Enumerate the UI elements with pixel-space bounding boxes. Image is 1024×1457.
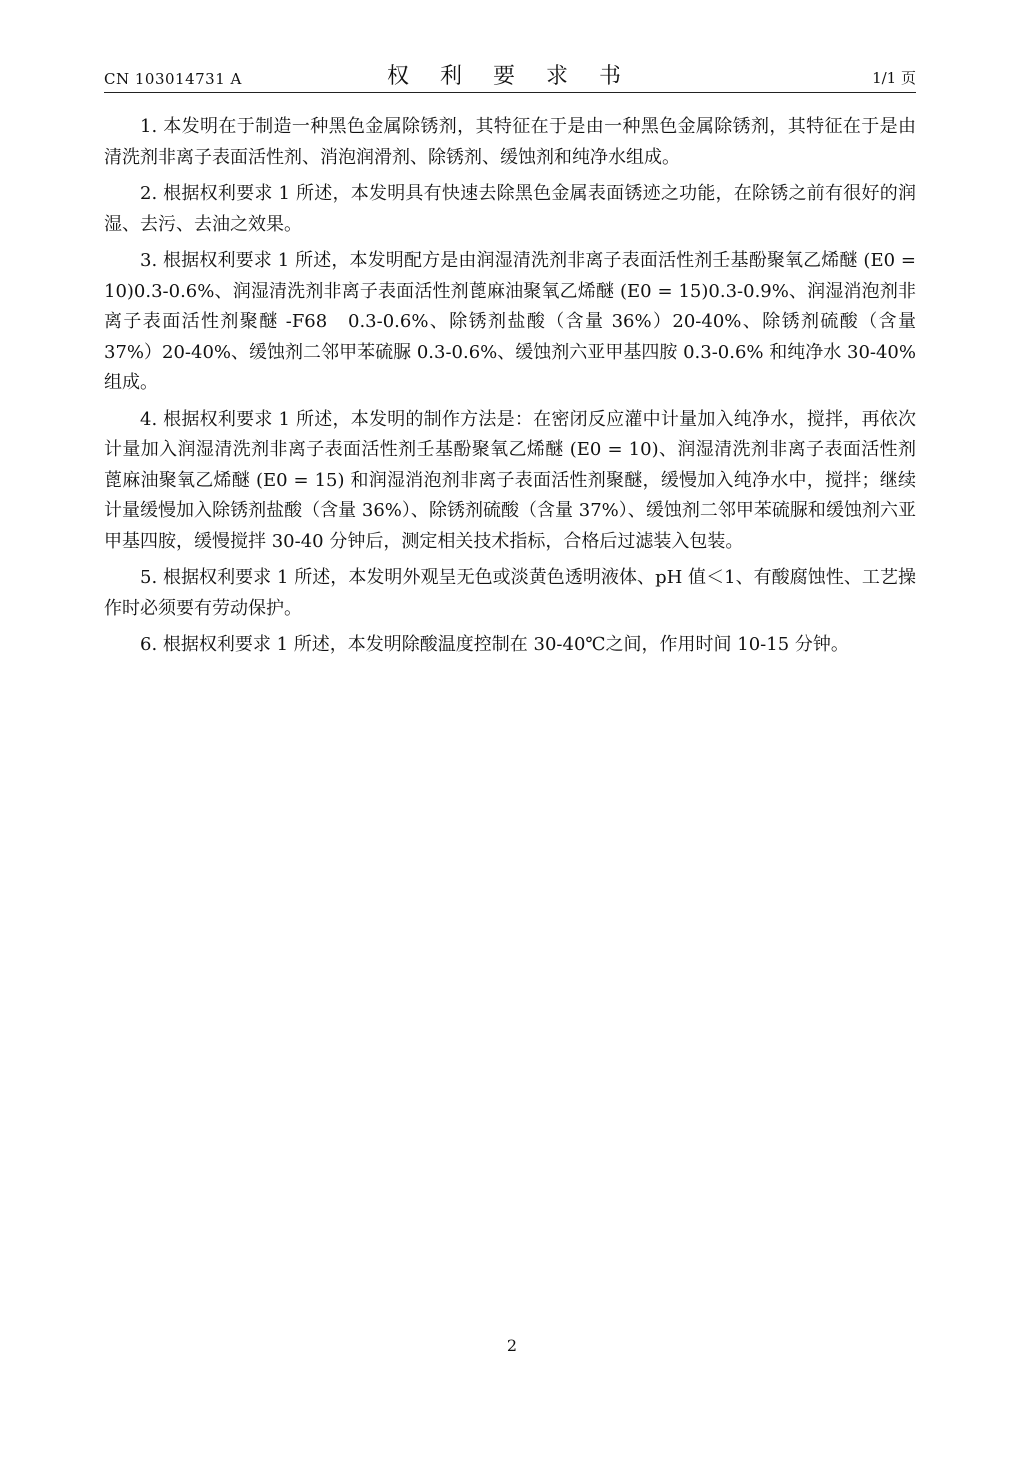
- page-header: [104, 58, 916, 92]
- claims-body: [104, 112, 916, 667]
- header-divider: [104, 92, 916, 93]
- claim-3: 3. 根据权利要求 1 所述，本发明配方是由润湿清洗剂非离子表面活性剂壬基酚聚氧乙烯醚 (E0 = 10)0.3-0.6%、润湿清洗剂非离子表面活性剂蓖麻油聚氧乙烯醚 (E0 = 15)0.3-0.9%、润湿消泡剂非离子表面活性剂聚醚 -F68 0.3-0.6%、除锈剂盐酸（含量 36%）20-40%、除锈剂硫酸（含量 37%）20-40%、缓蚀剂二邻甲苯硫脲 0.3-0.6%、缓蚀剂六亚甲基四胺 0.3-0.6% 和纯净水 30-40% 组成。: [104, 250, 916, 393]
- page-indicator: 1/1 页: [872, 69, 916, 87]
- claim-1: 1. 本发明在于制造一种黑色金属除锈剂，其特征在于是由一种黑色金属除锈剂，其特征在于是由清洗剂非离子表面活性剂、消泡润滑剂、除锈剂、缓蚀剂和纯净水组成。: [104, 116, 916, 168]
- claim-2: 2. 根据权利要求 1 所述，本发明具有快速去除黑色金属表面锈迹之功能，在除锈之前有很好的润湿、去污、去油之效果。: [104, 183, 916, 235]
- claim-5: 5. 根据权利要求 1 所述，本发明外观呈无色或淡黄色透明液体、pH 值＜1、有酸腐蚀性、工艺操作时必须要有劳动保护。: [104, 567, 916, 619]
- claim-6: 6. 根据权利要求 1 所述，本发明除酸温度控制在 30-40℃之间，作用时间 10-15 分钟。: [140, 634, 849, 655]
- publication-number: CN 103014731 A: [104, 70, 242, 88]
- page-number: 2: [506, 1336, 518, 1355]
- claim-4: 4. 根据权利要求 1 所述，本发明的制作方法是：在密闭反应灌中计量加入纯净水，搅拌，再依次计量加入润湿清洗剂非离子表面活性剂壬基酚聚氧乙烯醚 (E0 = 10)、润湿清洗剂非离子表面活性剂蓖麻油聚氧乙烯醚 (E0 = 15) 和润湿消泡剂非离子表面活性剂聚醚，缓慢加入纯净水中，搅拌；继续计量缓慢加入除锈剂盐酸（含量 36%）、除锈剂硫酸（含量 37%）、缓蚀剂二邻甲苯硫脲和缓蚀剂六亚甲基四胺，缓慢搅拌 30-40 分钟后，测定相关技术指标，合格后过滤装入包装。: [104, 408, 916, 552]
- document-title: 权 利 要 求 书: [387, 64, 633, 89]
